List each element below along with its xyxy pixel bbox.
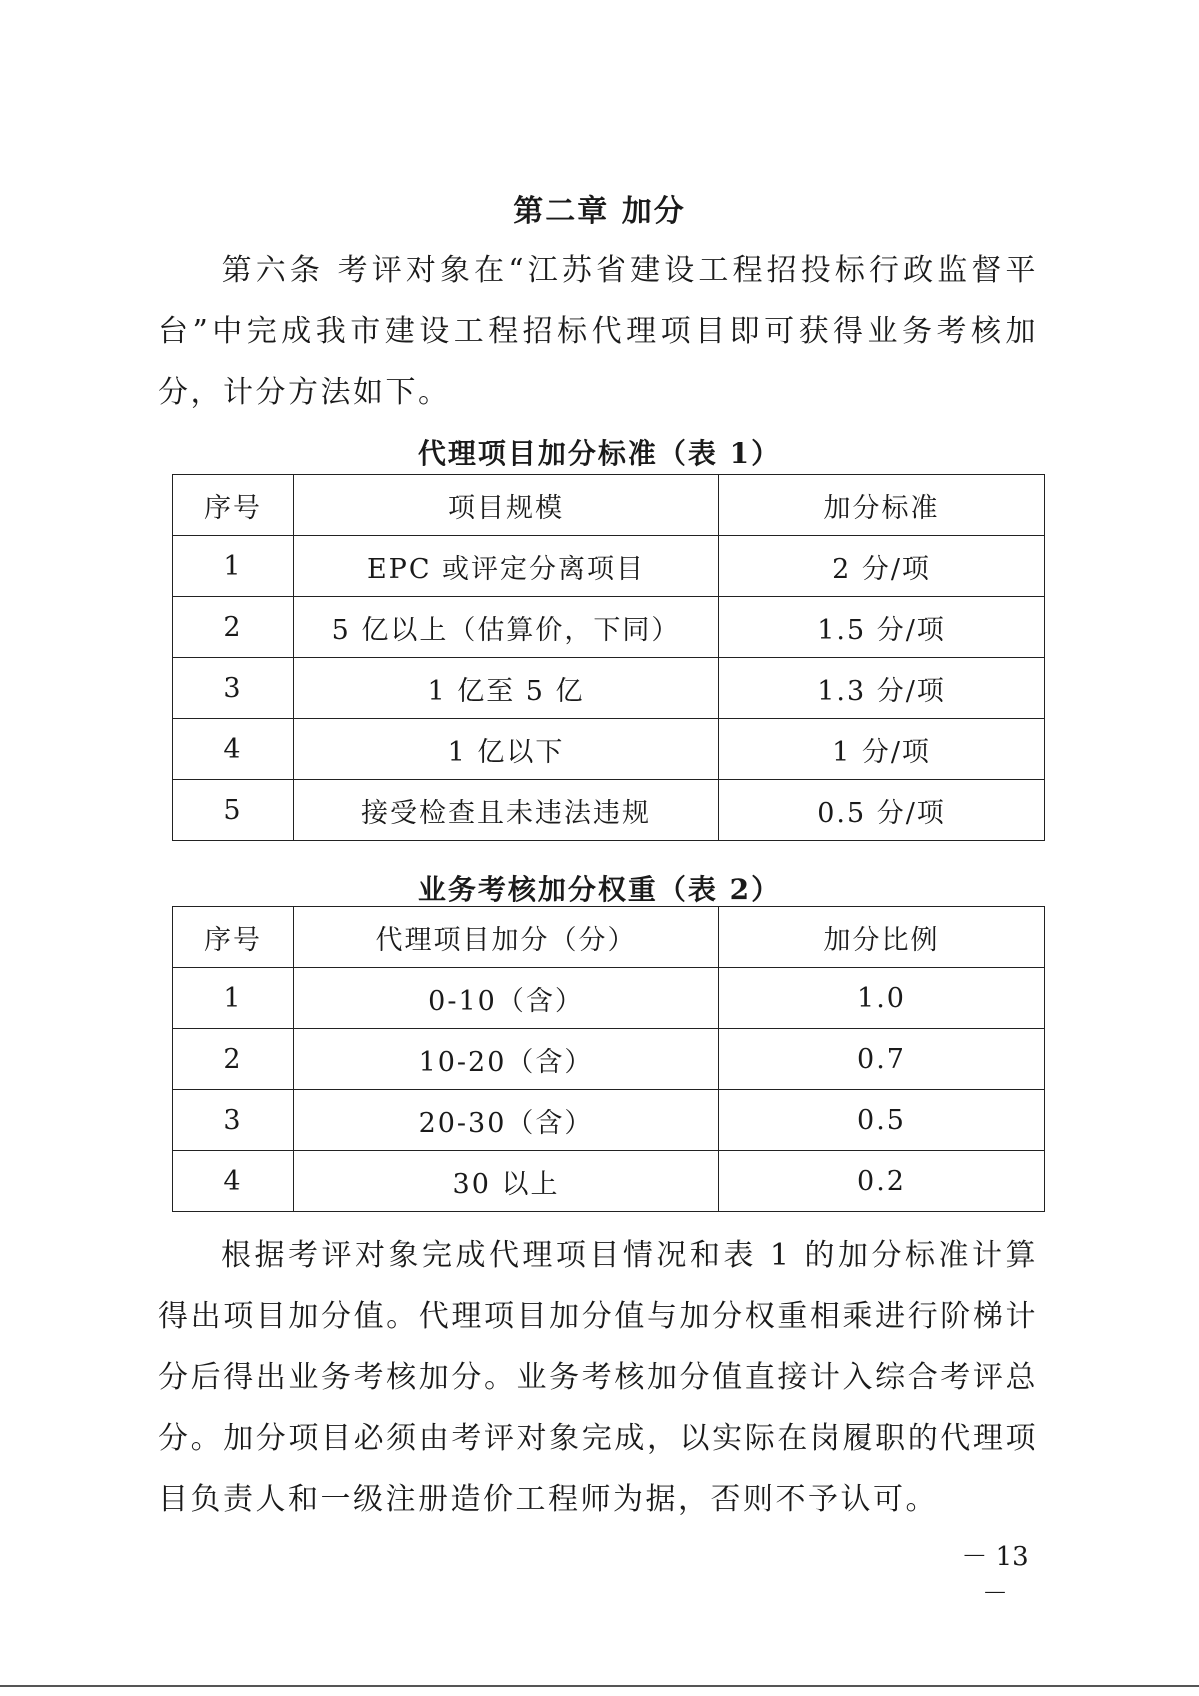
cell-project-scale: 1 亿至 5 亿 [294, 658, 719, 719]
cell-bonus-ratio: 0.7 [719, 1029, 1045, 1090]
table-row [173, 1151, 1045, 1212]
cell-agency-score: 20-30（含） [294, 1090, 719, 1151]
cell-bonus-ratio: 0.5 [719, 1090, 1045, 1151]
chapter-title: 第二章 加分 [513, 194, 686, 229]
table-header-row [173, 475, 1045, 536]
cell-agency-score: 30 以上 [294, 1151, 719, 1212]
table2-title: 业务考核加分权重（表 2） [417, 873, 782, 906]
cell-index: 3 [173, 658, 294, 719]
cell-bonus-ratio: 0.2 [719, 1151, 1045, 1212]
table-header-row [173, 907, 1045, 968]
cell-agency-score: 10-20（含） [294, 1029, 719, 1090]
table-row [173, 597, 1045, 658]
cell-agency-score: 0-10（含） [294, 968, 719, 1029]
table1-title: 代理项目加分标准（表 1） [417, 437, 782, 470]
header-index: 序号 [173, 907, 294, 968]
cell-index: 1 [173, 536, 294, 597]
cell-project-scale: 接受检查且未违法违规 [294, 780, 719, 841]
cell-bonus-ratio: 1.0 [719, 968, 1045, 1029]
table-row [173, 1029, 1045, 1090]
table2-bonus-weight [172, 906, 1045, 1212]
cell-index: 3 [173, 1090, 294, 1151]
cell-bonus-standard: 1.5 分/项 [719, 597, 1045, 658]
table-row [173, 536, 1045, 597]
header-index: 序号 [173, 475, 294, 536]
cell-index: 2 [173, 597, 294, 658]
scan-edge-line [0, 1685, 1199, 1687]
cell-bonus-standard: 0.5 分/项 [719, 780, 1045, 841]
paragraph-article-6-text: 第六条 考评对象在“江苏省建设工程招投标行政监督平台”中完成我市建设工程招标代理项目即可获得业务考核加分，计分方法如下。 [158, 253, 1038, 410]
cell-index: 4 [173, 1151, 294, 1212]
paragraph-calculation-rule-text: 根据考评对象完成代理项目情况和表 1 的加分标准计算得出项目加分值。代理项目加分值与加分权重相乘进行阶梯计分后得出业务考核加分。业务考核加分值直接计入综合考评总分。加分项目必须由考评对象完成，以实际在岗履职的代理项目负责人和一级注册造价工程师为据，否则不予认可。 [158, 1238, 1038, 1517]
table-row [173, 1090, 1045, 1151]
page-number: － 13 － [961, 1542, 1029, 1609]
table-row [173, 968, 1045, 1029]
table1-bonus-standard [172, 474, 1045, 841]
cell-project-scale: 1 亿以下 [294, 719, 719, 780]
table-row [173, 658, 1045, 719]
cell-bonus-standard: 2 分/项 [719, 536, 1045, 597]
table-row [173, 780, 1045, 841]
header-agency-score: 代理项目加分（分） [294, 907, 719, 968]
header-project-scale: 项目规模 [294, 475, 719, 536]
cell-index: 4 [173, 719, 294, 780]
paragraph-article-6 [158, 240, 1038, 423]
paragraph-calculation-rule [158, 1225, 1038, 1530]
cell-project-scale: EPC 或评定分离项目 [294, 536, 719, 597]
cell-bonus-standard: 1.3 分/项 [719, 658, 1045, 719]
cell-index: 2 [173, 1029, 294, 1090]
table-row [173, 719, 1045, 780]
cell-bonus-standard: 1 分/项 [719, 719, 1045, 780]
cell-index: 1 [173, 968, 294, 1029]
header-bonus-ratio: 加分比例 [719, 907, 1045, 968]
cell-index: 5 [173, 780, 294, 841]
cell-project-scale: 5 亿以上（估算价，下同） [294, 597, 719, 658]
header-bonus-standard: 加分标准 [719, 475, 1045, 536]
